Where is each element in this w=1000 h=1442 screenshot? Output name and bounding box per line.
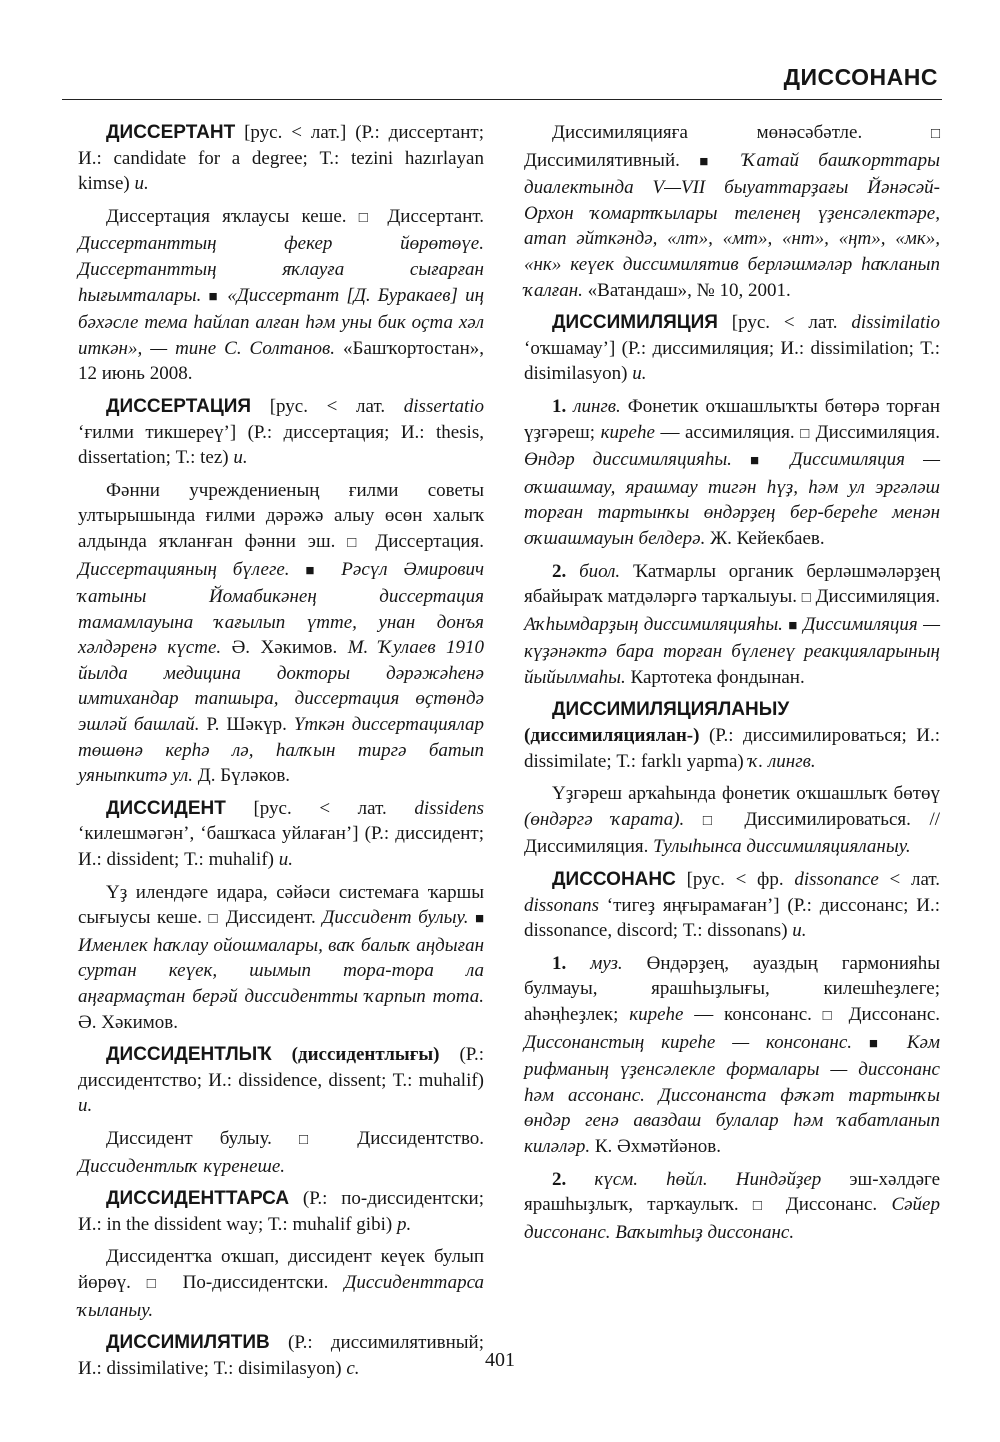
left-column <box>78 120 484 1388</box>
source: «Башҡортостан», 12 июнь 2008. <box>78 337 484 385</box>
headword: ДИССИМИЛЯЦИЯ <box>552 312 718 334</box>
part-of-speech: и. <box>78 1095 93 1117</box>
filled-square-icon: ■ <box>750 453 773 470</box>
headword: ДИССИДЕНТ <box>106 797 226 819</box>
part-of-speech: и. <box>792 920 807 942</box>
example: Диссидент булыу. <box>322 907 469 929</box>
entry-dissidentlyk <box>78 1042 484 1119</box>
definition: Фәнни учреждениеның ғилми советы ултырышында ғилми дәрәжә алыу өсөн халыҡ алдында яҡланған фәнни эш. □ Диссертация. Диссертацияның бүлеге. ■ Рәсүл Әмирович ҡатыны Йомабикәнең диссертация тамамлауына ҡағылып үтте, унан донъя хәлдәренә күсте. Ә. Хәкимов. М. Ҡулаев 1910 йылда медицина докторы дәрәжәһенә имтихандар тапшыра, диссертация өҫтөндә эшләй башлай. Р. Шәкүр. Үткән диссертациялар төшөнә керһә лә, һалҡын тиргә батып уяныпкитә ул. Д. Бүләков. <box>78 479 485 787</box>
open-square-icon: □ <box>208 911 220 928</box>
quotation: Именлек һаҡлау ойошмалары, ваҡ балыҡ аңдыған суртан кеүек, шымып тора-тора ла аңғармаҫтан берәй диссидентты ҡарпып тота. <box>78 934 484 1007</box>
headword: ДИССИМИЛЯТИВ <box>106 1332 270 1354</box>
etymology: [рус. < лат.] (Р.: диссертант; И.: candidate for a degree; Т.: tezini hazırlayan kimse) <box>78 122 485 195</box>
part-of-speech: ҡ. лингв. <box>748 750 816 772</box>
example: Диссиденттарса ҡыланыу. <box>78 1271 485 1321</box>
filled-square-icon: ■ <box>305 562 326 579</box>
header-rule <box>62 99 942 100</box>
entry-dissertant <box>78 120 484 197</box>
open-square-icon: □ <box>801 590 811 607</box>
example: Сәйер диссонанс. Ваҡытһыҙ диссонанс. <box>524 1194 940 1243</box>
entry-dissimilyatsiya: ДИССИМИЛЯЦИЯ [рус. < лат. dissimilatio ‘оҡшамау’] (Р.: диссимиляция; И.: dissimilation; Т.: disimilasyon) и. <box>524 312 941 385</box>
part-of-speech: и. <box>233 447 248 469</box>
source: Д. Бүләков. <box>197 765 291 787</box>
example: Өндәр диссимиляцияһы. <box>524 449 732 471</box>
filled-square-icon: ■ <box>208 288 221 305</box>
entry-dissidenttarsa <box>78 1186 484 1237</box>
etymology: (Р.: диссидентство; И.: dissidence, dissent; Т.: muhalif) <box>78 1044 484 1091</box>
open-square-icon: □ <box>358 209 376 226</box>
filled-square-icon: ■ <box>474 911 485 928</box>
source: К. Әхмәтйәнов. <box>594 1135 721 1157</box>
open-square-icon: □ <box>822 1008 838 1024</box>
etymology: (Р.: диссимилироваться; И.: dissimilate; Т.: farklı yapma) <box>524 725 941 772</box>
source: Ә. Хәкимов. <box>231 637 338 659</box>
open-square-icon: □ <box>930 126 940 142</box>
part-of-speech: и. <box>278 849 293 871</box>
sense-2: 2. биол. Ҡатмарлы органик берләшмәләрҙең ябайыраҡ матдәләргә тарҡалыуы. □ Диссимиляция. Аҡһымдарҙың диссимиляцияһы. ■ Диссимиляция — күҙәнәктә бара торған бүленеү реакцияларының йыйылмаһы. Картотека фондынан. <box>524 560 941 688</box>
headword: ДИССЕРТАНТ <box>106 122 236 143</box>
example: Диссертацияның бүлеге. <box>78 558 290 580</box>
part-of-speech: и. <box>632 363 647 385</box>
source: Р. Шәкүр. <box>206 714 287 736</box>
open-square-icon: □ <box>702 812 726 829</box>
part-of-speech: р. <box>396 1213 412 1235</box>
headword: ДИССЕРТАЦИЯ <box>106 395 252 417</box>
example: Аҡһымдарҙың диссимиляцияһы. <box>524 613 783 635</box>
sense-1: 1. лингв. Фонетик оҡшашлыҡты бөтөрә торған үҙгәреш; киреһе — ассимиляция. □ Диссимиляция. Өндәр диссимиляцияһы. ■ Диссимиляция — оҡшашмау, ярашмау тигән һүҙ, һәм ул эргәләш торған тартынҡы өндәрҙең бер-береһе менән оҡшашмауын белдерә. Ж. Кейекбаев. <box>524 395 941 549</box>
definition: Үҙ илендәге идара, сәйәси системаға ҡаршы сығыусы кеше. □ Диссидент. Диссидент булыу. ■ Именлек һаҡлау ойошмалары, ваҡ балыҡ аңдыған суртан кеүек, шымып тора-тора ла аңғармаҫтан берәй диссидентты ҡарпып тота. Ә. Хәкимов. <box>78 881 485 1033</box>
filled-square-icon: ■ <box>699 153 723 170</box>
entry-dissertation: ДИССЕРТАЦИЯ [рус. < лат. dissertatio ‘ғилми тикшереү’] (Р.: диссертация; И.: thesis, dissertation; Т.: tez) и. <box>78 395 484 469</box>
sense-1: 1. муз. Өндәрҙең, ауаздың гармонияһы булмауы, ярашһыҙлығы, килешһеҙлеге; аһәңһеҙлек; киреһе — консонанс. □ Диссонанс. Диссонанстың киреһе — консонанс. ■ Кәм рифманың үҙенсәлекле формалары — диссонанс һәм ассонанс. Диссонанста фәҡәт тартынҡы өндәр генә аваздаш булалар һәм ҡабатланып киләләр. К. Әхмәтйәнов. <box>524 952 941 1157</box>
filled-square-icon: ■ <box>868 1035 891 1052</box>
example: Тулыһынса диссимиляцияланыу. <box>653 836 911 858</box>
sense-2: 2. күсм. һөйл. Ниндәйҙер эш-хәлдәге ярашһыҙлыҡ, тарҡаулыҡ. □ Диссонанс. Сәйер диссонанс. Ваҡытһыҙ диссонанс. <box>524 1168 941 1243</box>
entry-dissonans: ДИССОНАНС [рус. < фр. dissonance < лат. dissonans ‘тигеҙ яңғырамаған’] (Р.: диссонанс; И.: dissonance, discord; Т.: dissonans) и. <box>524 869 941 942</box>
quotation: «Диссертант [Д. Буракаев] иң бәхәсле тема һайлап алған һәм уны бик оҫта хәл иткән», — тине С. Солтанов. <box>78 284 485 359</box>
etymology: (Р.: по-диссидентски; И.: in the dissident way; Т.: muhalif gibi) <box>78 1188 484 1235</box>
example: Диссидентлыҡ күренеше. <box>78 1155 286 1177</box>
part-of-speech: с. <box>346 1357 360 1379</box>
quotation: М. Ҡулаев 1910 <box>347 637 485 659</box>
variant-form: (диссидентлығы) <box>291 1044 440 1066</box>
right-column <box>524 120 940 1252</box>
source: «Ватандаш», № 10, 2001. <box>587 279 791 301</box>
open-square-icon: □ <box>146 1275 167 1292</box>
quotation: Диссимиляция — күҙәнәктә бара торған бүленеү реакцияларының йыйылмаһы. <box>524 613 940 688</box>
quotation: Рәсүл Әмирович ҡатыны Йомабикәнең диссертация тамамлауына ҡағылып үтте, унан донъя хәлдәренә күсте. <box>78 558 485 659</box>
definition: Диссертация яҡлаусы кеше. □ Диссертант. Диссертанттың фекер йөрөтөүе. Диссертанттың яҡлауға сығарған һығымталары. ■ «Диссертант [Д. Буракаев] иң бәхәсле тема һайлап алған һәм уны бик оҫта хәл иткән», — тине С. Солтанов. «Башҡортостан», 12 июнь 2008. <box>78 205 485 385</box>
entry-dissident: ДИССИДЕНТ [рус. < лат. dissidens ‘килешмәгән’, ‘башҡаса уйлаған’] (Р.: диссидент; И.: dissident; Т.: muhalif) и. <box>78 797 485 871</box>
open-square-icon: □ <box>800 425 811 442</box>
definition: Үҙгәреш арҡаһында фонетик оҡшашлыҡ бөтөү (өндәргә ҡарата). □ Диссимилироваться. // Диссимиляция. Тулыһынса диссимиляцияланыу. <box>524 783 940 858</box>
open-square-icon: □ <box>298 1131 331 1148</box>
headword: ДИССИМИЛЯЦИЯЛАНЫУ <box>552 699 790 721</box>
quotation: йылда медицина докторы дәрәжәһенә имтихандар тапшыра, диссертация өҫтөндә эшләй башлай. <box>78 662 484 736</box>
filled-square-icon: ■ <box>788 617 798 634</box>
source: Ж. Кейекбаев. <box>710 527 825 549</box>
headword: ДИССИДЕНТЛЫҠ <box>106 1044 272 1066</box>
example: Диссонанстың киреһе — консонанс. <box>524 1031 853 1053</box>
running-head: ДИССОНАНС <box>783 64 938 90</box>
open-square-icon: □ <box>752 1198 772 1215</box>
variant-form: (диссимиляциялан-) <box>524 725 700 747</box>
quotation: Кәм рифманың үҙенсәлекле формалары — диссонанс һәм ассонанс. Диссонанста фәҡәт тартынҡы өндәр генә аваздаш булалар һәм ҡабатланып киләләр. <box>524 1031 941 1157</box>
source: Ә. Хәкимов. <box>78 1011 179 1033</box>
headword: ДИССИДЕНТТАРСА <box>106 1188 290 1210</box>
entry-dissimilyatsiyalanyu <box>524 697 940 774</box>
quotation: Үткән диссертациялар төшөнә керһә лә, һалҡын тиргә батып уяныпкитә ул. <box>78 714 484 787</box>
source: Картотека фондынан. <box>630 666 805 688</box>
part-of-speech: и. <box>134 173 149 195</box>
open-square-icon: □ <box>347 534 364 551</box>
definition: Диссидент булыу. □ Диссидентство. Диссидентлыҡ күренеше. <box>78 1127 485 1177</box>
headword: ДИССОНАНС <box>552 869 676 891</box>
page-number: 401 <box>485 1349 515 1371</box>
etymology: (Р.: диссимилятивный; И.: dissimilative; Т.: disimilasyon) <box>78 1332 484 1379</box>
definition: Диссидентҡа оҡшап, диссидент кеүек булып йөрөү. □ По-диссидентски. Диссиденттарса ҡыланыу. <box>78 1246 485 1321</box>
definition: Диссимиляцияға мөнәсәбәтле. □ Диссимилятивный. ■ Ҡатай башҡорттары диалектында V—VII быуаттарҙағы Йәнәсәй-Орхон ҡомартҡылары теленең үҙенсәлектәре, атап әйткәндә, «лт», «мт», «нт», «ңт», «мк», «нк» кеүек диссимилятив берләшмәләр һаҡланып ҡалған. «Ватандаш», № 10, 2001. <box>524 122 941 301</box>
quotation: Ҡатай башҡорттары диалектында V—VII быуаттарҙағы Йәнәсәй-Орхон ҡомартҡылары теленең үҙенсәлектәре, атап әйткәндә, «лт», «мт», «нт», «ңт», «мк», «нк» кеүек диссимилятив берләшмәләр һаҡланып ҡалған. <box>524 149 941 301</box>
quotation: Диссимиляция — оҡшашмау, ярашмау тигән һүҙ, һәм ул эргәләш торған тартынҡы өндәрҙең бер-береһе менән оҡшашмауын белдерә. <box>524 449 940 549</box>
example: Диссертанттың фекер йөрөтөүе. Диссертанттың яҡлауға сығарған һығымталары. <box>78 233 484 306</box>
